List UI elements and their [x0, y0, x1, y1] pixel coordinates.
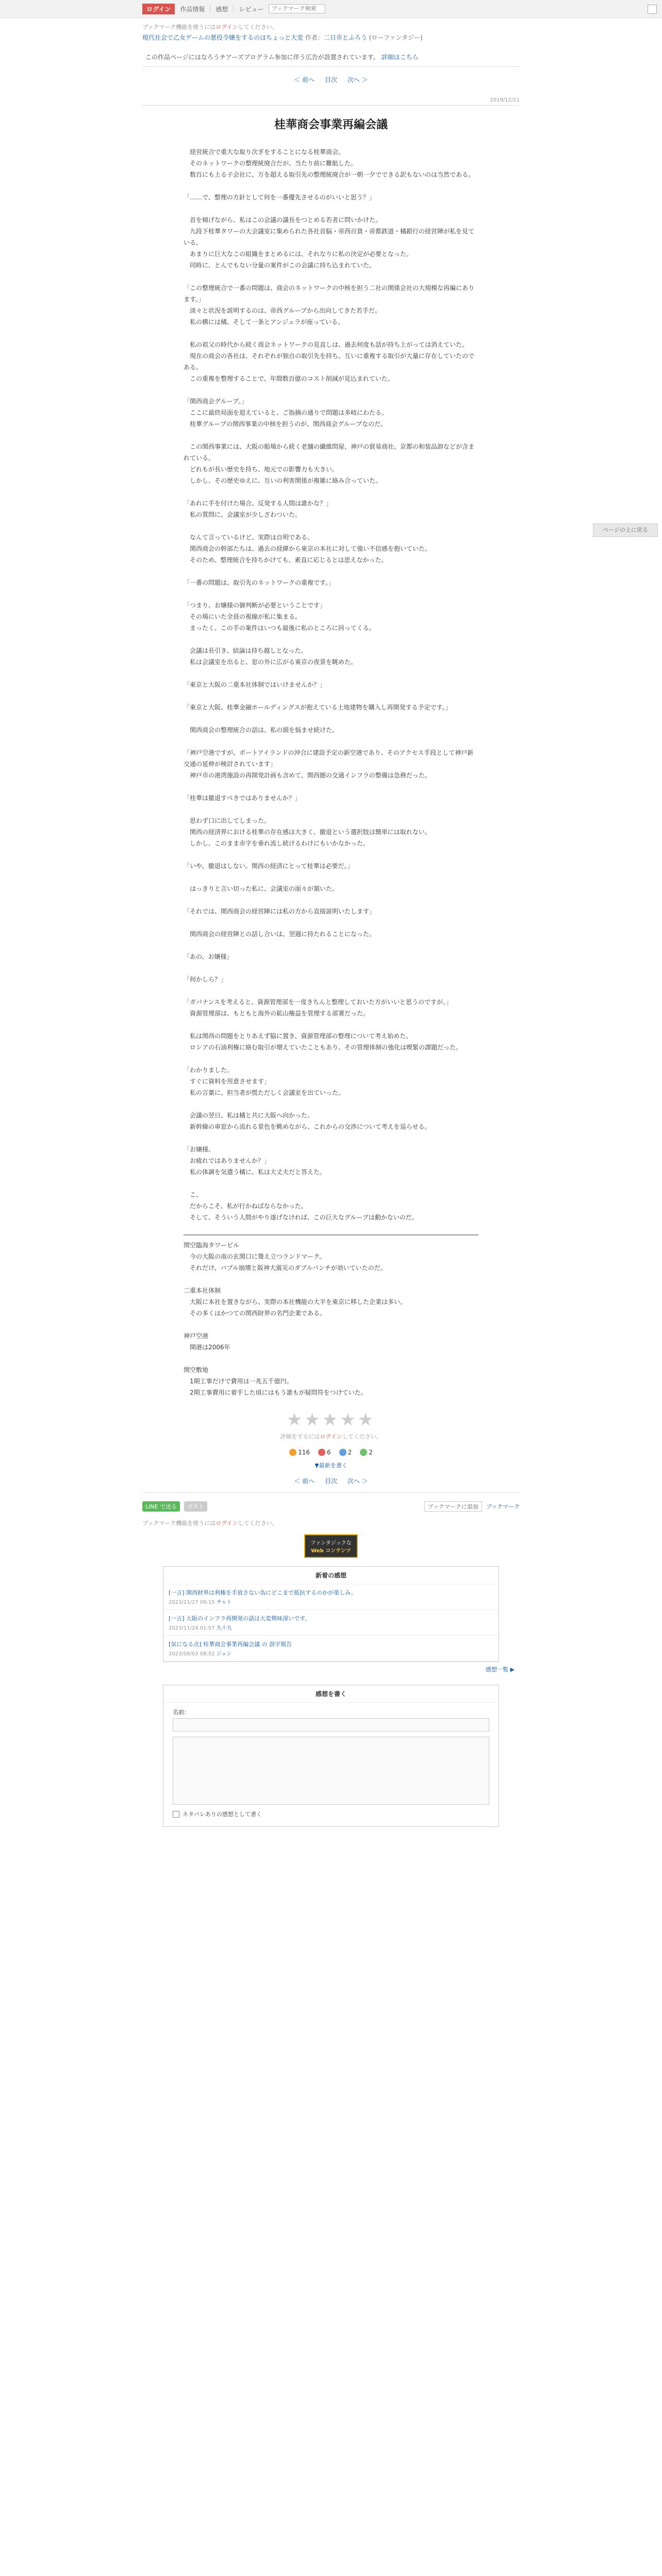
name-label: 名前：	[173, 1709, 190, 1716]
afterword	[142, 1240, 520, 1398]
review-meta	[169, 1649, 493, 1657]
body-paragraph: 「関西商会グループ。」 ここに最終局面を迎えていると、ご指摘の通りで問題は多岐にわたる。 桂華グループの関西事業の中核を担うのが、関西商会グループなのだ。	[184, 398, 388, 428]
review-item[interactable]	[163, 1636, 499, 1662]
rating-section	[142, 1410, 520, 1440]
heart-icon	[318, 1449, 325, 1456]
afterword-note: 二重本社体制 大阪に本社を置きながら、実際の本社機能の大半を東京に移した企業は多い。 その多くはかつての関西財界の名門企業である。	[184, 1287, 407, 1317]
post-share-button[interactable]: ポスト	[184, 1501, 207, 1512]
back-to-top-button[interactable]: ページの上に戻る	[593, 523, 658, 537]
body-paragraph: 「東京と大阪、桂華金融ホールディングスが抱えている土地建物を購入し再開発する予定です。」	[184, 704, 452, 711]
thumbs-up-icon	[289, 1449, 296, 1456]
body-paragraph: はっきりと言い切った私に、会議室の面々が頷いた。	[184, 885, 339, 892]
banner-line2: Web コンテンツ	[311, 1548, 351, 1554]
rating-stars[interactable]: ★★★★★	[286, 1410, 376, 1430]
body-paragraph: 「この整理統合で一番の問題は、商会のネットワークの中核を担う二社の関係会社の大規模な再編にあります。」 淡々と状況を説明するのは、帝西グループから出向してきた若手だ。 私の横には橘、そして一条とアンジェラが座っている。	[184, 284, 475, 326]
body-paragraph: 私は関西の問題をとりあえず脇に置き、資源管理部の整理について考え始めた。 ロシアの石油利権に絡む取引が増えていたこともあり、その管理体制の強化は喫緊の課題だった。	[190, 1032, 462, 1051]
reviewer-link[interactable]: ジェシ	[216, 1651, 232, 1657]
breadcrumb	[142, 33, 520, 42]
reviewer-link[interactable]: チャト	[216, 1600, 232, 1605]
reaction-bar	[142, 1449, 520, 1456]
promo-banner[interactable]	[304, 1534, 358, 1558]
rating-note-end: してください。	[342, 1433, 382, 1440]
prev-chapter-link[interactable]: ＜ 前へ	[294, 76, 315, 83]
review-date: 2023/11/27 09:15	[169, 1600, 215, 1605]
afterword-note: 関空臨海タワービル 今の大阪の南の玄関口に聳え立つランドマーク。 それだけ、バブル崩壊と阪神大震災のダブルパンチが効いていたのだ。	[184, 1242, 387, 1272]
afterword-note: 神戸空港 開港は2006年	[184, 1332, 230, 1351]
bookmark-notice-bottom	[142, 1519, 520, 1527]
login-link[interactable]: ログイン	[216, 1520, 238, 1527]
body-paragraph: 会議は長引き、結論は持ち越しとなった。 私は会議室を出ると、窓の外に広がる東京の夜景を眺めた。	[190, 647, 357, 666]
bookmark-notice	[142, 18, 520, 33]
share-row	[142, 1501, 520, 1512]
reviews-more-link[interactable]: 感想一覧 ▶	[486, 1666, 515, 1673]
body-paragraph: 「それでは、関西商会の経営陣には私の方から直接説明いたします」	[184, 908, 376, 915]
notice-text: ブックマーク機能を使うには	[142, 1520, 216, 1527]
nav-separator	[233, 5, 234, 12]
rating-note-text: 評価をするには	[280, 1433, 320, 1440]
main-column	[142, 18, 520, 1827]
series-link[interactable]: 現代社会で乙女ゲームの悪役令嬢をするのはちょっと大変	[142, 34, 304, 41]
body-paragraph: 私の祖父の時代から続く商会ネットワークの見直しは、過去何度も話が持ち上がっては消えていた。 現在の商会の各社は、それぞれが独自の取引先を持ち、互いに重複する取引が大量に存在していたのである。 この重複を整理することで、年間数百億のコスト削減が見込まれていた。	[184, 341, 475, 382]
review-form	[163, 1703, 499, 1826]
body-paragraph: 「ガバナンスを考えると、資源管理部を一度きちんと整理しておいた方がいいと思うのですが。」 資源管理部は、もともと海外の鉱山権益を管理する部署だった。	[184, 998, 453, 1017]
chapter-body	[142, 146, 520, 1223]
next-chapter-link[interactable]: 次へ ＞	[347, 1478, 368, 1485]
nav-item-reviews[interactable]: レビュー	[239, 5, 264, 13]
new-reviews-box	[163, 1566, 499, 1662]
body-paragraph: こ、 だからこそ、私が行かねばならなかった。 そして、そういう人間がやり遂げなければ、この巨大なグループは動かないのだ。	[190, 1191, 418, 1221]
author-label: 作者：	[305, 34, 324, 41]
author-link[interactable]: 二日市とふろう	[323, 34, 367, 41]
review-item[interactable]	[163, 1584, 499, 1610]
review-date: 2023/11/24 01:07	[169, 1625, 215, 1631]
review-item[interactable]	[163, 1610, 499, 1636]
menu-icon[interactable]	[648, 5, 657, 14]
chapter-pager-top	[142, 67, 520, 88]
body-paragraph: 「何かしら？」	[184, 976, 227, 983]
body-paragraph: 「つまり、お嬢様の御判断が必要ということです」 その場にいた全員の視線が私に集まる。 まったく、この手の案件はいつも最後に私のところに回ってくる。	[184, 602, 375, 632]
reaction-count: 6	[326, 1449, 331, 1456]
reaction-count: 2	[347, 1449, 352, 1456]
nav-item-work-info[interactable]: 作品情報	[180, 5, 205, 13]
body-paragraph: この関西事業には、大阪の船場から続く老舗の繊維問屋、神戸の貿易商社、京都の和装品卸などが含まれている。 どれもが長い歴史を持ち、地元での影響力も大きい。 しかし、その歴史ゆえに、互いの利害関係が複雑に絡み合っていた。	[184, 443, 475, 484]
reaction-count: 2	[369, 1449, 373, 1456]
toc-link[interactable]: 目次	[324, 76, 337, 83]
notice-text-end: してください。	[238, 1520, 278, 1527]
spoiler-checkbox-row[interactable]	[173, 1810, 489, 1818]
review-textarea[interactable]	[173, 1737, 489, 1805]
new-reviews-title: 新着の感想	[163, 1567, 499, 1584]
review-text[interactable]: [一言] 関西財界は利権を手放さない為にどこまで抵抗するのかが楽しみ。	[169, 1589, 357, 1596]
body-paragraph: 「一番の問題は、取引先のネットワークの重複です。」	[184, 579, 335, 586]
body-paragraph: 「あれに手を付けた場合、反発する人間は誰かな？」 私の質問に、会議室が少しざわついた。	[184, 500, 333, 518]
reaction-heart[interactable]	[318, 1449, 331, 1456]
write-review-title: 感想を書く	[163, 1685, 499, 1703]
body-paragraph: 思わず口に出してしまった。 関西の経済界における桂華の存在感は大きく、撤退という選択肢は簡単には取れない。 しかし、このまま赤字を垂れ流し続けるわけにもいかなかった。	[190, 817, 431, 847]
chapter-title: 桂華商会事業再編会議	[274, 118, 388, 131]
next-chapter-link[interactable]: 次へ ＞	[347, 76, 368, 83]
ad-details-link[interactable]: 詳細はこちら	[381, 54, 419, 61]
body-paragraph: 関西商会の整理統合の話は、私の頭を悩ませ続けた。	[184, 726, 339, 734]
reaction-laugh[interactable]	[339, 1449, 352, 1456]
body-paragraph: 「わかりました。 すぐに資料を用意させます」 私の言葉に、担当者が慌ただしく会議室を出ていった。	[184, 1066, 345, 1096]
review-text[interactable]: [一言] 大阪のインフラ再開発の話は大変興味深いです。	[169, 1615, 311, 1622]
body-paragraph: 「東京と大阪の二重本社体制ではいけませんか？」	[184, 681, 326, 688]
reviewer-link[interactable]: 九十九	[216, 1625, 232, 1631]
genre-label: (ローファンタジー)	[369, 34, 423, 41]
top-navigation-bar	[0, 0, 662, 18]
review-meta	[169, 1598, 493, 1605]
rating-note	[142, 1432, 520, 1440]
body-paragraph: 「お嬢様、 お疲れではありませんか？」 私の体調を気遣う橘に、私は大丈夫だと答えた。	[184, 1146, 326, 1176]
prev-chapter-link[interactable]: ＜ 前へ	[294, 1478, 315, 1485]
chapter-pager-bottom	[142, 1469, 520, 1493]
rating-login-link[interactable]: ログイン	[320, 1433, 342, 1440]
reaction-count: 116	[298, 1449, 310, 1456]
laugh-icon	[339, 1449, 346, 1456]
write-review-box	[163, 1685, 499, 1827]
reaction-like[interactable]	[289, 1449, 310, 1456]
body-paragraph: 「あの、お嬢様」	[184, 953, 233, 960]
line-share-button[interactable]: LINE で送る	[142, 1501, 180, 1512]
login-button[interactable]: ログイン	[142, 4, 175, 14]
review-text[interactable]: [気になる点] 桂華商会事業再編会議 の 誤字報告	[169, 1641, 292, 1648]
review-meta	[169, 1623, 493, 1631]
spoiler-checkbox-label: ネタバレありの感想として書く	[183, 1811, 262, 1818]
body-paragraph: 「桂華は撤退すべきではありませんか？」	[184, 794, 301, 802]
afterword-divider	[184, 1234, 478, 1235]
banner-line1: ファンタジックな	[310, 1540, 352, 1546]
latest-link[interactable]: ▼最新を書く	[315, 1462, 347, 1469]
reaction-clap[interactable]	[360, 1449, 373, 1456]
body-paragraph: 「神戸空港ですが、ポートアイランドの沖合に建設予定の新空港であり、そのアクセス手段として神戸新交通の延伸が検討されています」 神戸市の港湾施設の再開発計画も含めて、関西圏の交通インフラの整備は急務だった。	[184, 749, 474, 779]
body-paragraph: 関西商会の経営陣との話し合いは、翌週に持たれることになった。	[184, 930, 376, 938]
bookmark-search-input[interactable]	[269, 4, 325, 13]
post-date: 2019/12/11	[142, 97, 520, 106]
login-link[interactable]: ログイン	[216, 24, 238, 30]
review-date: 2023/09/03 08:52	[169, 1651, 215, 1657]
body-paragraph: 経営統合で重大な取り次ぎをすることになる桂華商会。 そのネットワークの整理統廃合だが、当たり前に難航した。 数百にも上る子会社に、万を超える取引先の整理統廃合が一朝一夕でできる訳もないのは当然である。	[190, 148, 475, 178]
ad-notice-text: この作品ページにはなろうチアーズプログラム参加に伴う広告が設置されています。	[145, 54, 379, 61]
bookmark-button[interactable]: ブックマークに追加	[424, 1501, 482, 1512]
spoiler-checkbox[interactable]	[173, 1811, 179, 1818]
clap-icon	[360, 1449, 367, 1456]
ad-notice	[142, 47, 520, 67]
notice-text-end: してください。	[238, 24, 278, 30]
nav-item-impressions[interactable]: 感想	[216, 5, 228, 13]
toc-link[interactable]: 目次	[324, 1478, 337, 1485]
afterword-note: 関空敷地 1期工事だけで費用は一兆五千億円。 2期工事費用に着手した頃にはもう誰もが疑問符をつけていた。	[184, 1366, 367, 1396]
body-paragraph: 「……で、整理の方針として何を一番優先させるのがいいと思う？」	[184, 194, 375, 201]
body-paragraph: なんて言っているけど、実際は自明である。 関西商会の幹部たちは、過去の経緯から東京の本社に対して強い不信感を抱いていた。 そのため、整理統合を持ちかけても、素直に応じるとは思えなかった。	[190, 534, 432, 564]
body-paragraph: 会議の翌日、私は橘と共に大阪へ向かった。 新幹線の車窓から流れる景色を眺めながら、これからの交渉について考えを巡らせる。	[190, 1112, 431, 1130]
body-paragraph: 首を傾げながら、私はこの会議の議長をつとめる若者に問いかけた。 九段下桂華タワーの大会議室に集められた各社首脳・帝西百貨・帝都鉄道・橘銀行の経営陣が私を見ている。 あまりに巨大なこの組織をまとめるには、それなりに私の決定が必要となった。 同時に、とんでもない分量の案件がこの会議に持ち込まれていた。	[184, 216, 475, 269]
name-input[interactable]	[173, 1718, 489, 1732]
bookmark-add-link[interactable]: ブックマーク	[486, 1503, 520, 1510]
notice-text: ブックマーク機能を使うには	[142, 24, 216, 30]
body-paragraph: 「いや、撤退はしない。関西の経済にとって桂華は必要だ。」	[184, 862, 354, 870]
